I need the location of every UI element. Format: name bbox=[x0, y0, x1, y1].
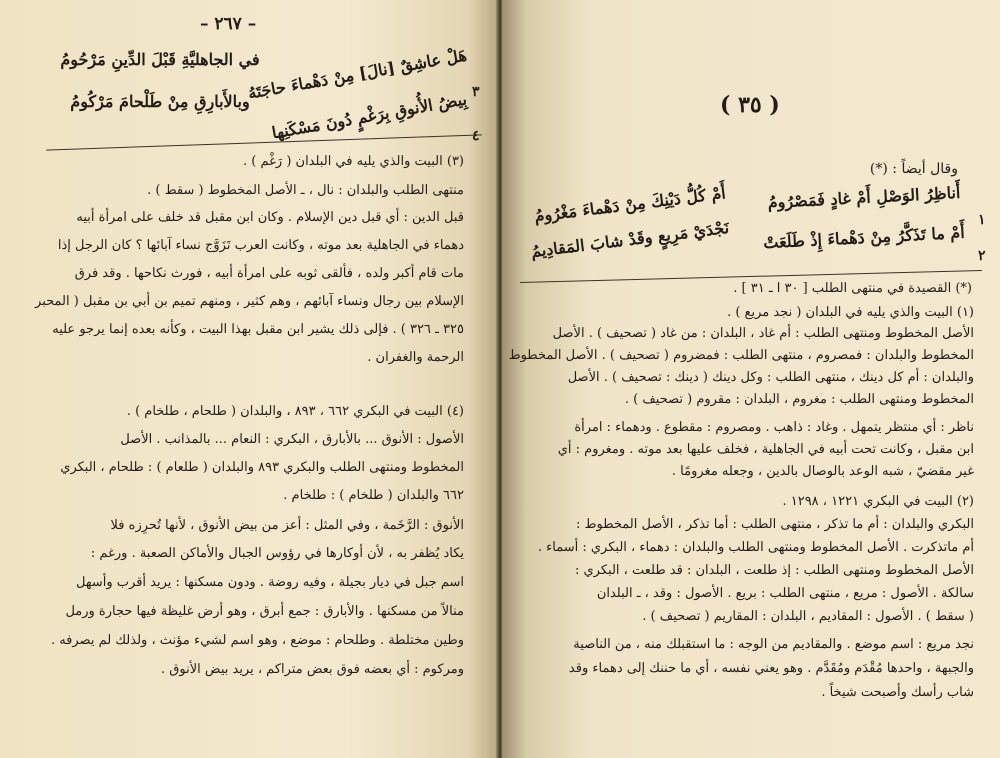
footnote-line: الرحمة والغفران . bbox=[367, 350, 464, 365]
verse-number: ٣ bbox=[472, 84, 480, 100]
verse-second-hemistich: في الجاهليَّةِ قَبْلَ الدِّينِ مَرْحُومُ bbox=[60, 50, 260, 69]
footnote-line: الأصل المخطوط ومنتهى الطلب : أم غاد ، البلدان : من غاد ( تصحيف ) . الأصل bbox=[552, 326, 974, 341]
footnote-line: ٦٦٢ والبلدان ( طلخام ) : طلخام . bbox=[283, 488, 464, 503]
footnote-divider bbox=[46, 134, 482, 150]
footnote-line: ناظر : أي منتظر يتمهل . وغاد : ذاهب . ومصروم : مقطوع . ودهماء : امرأة bbox=[574, 420, 974, 435]
footnote-line: منتهى الطلب والبلدان : نال ، ـ الأصل المخطوط ( سقط ) . bbox=[147, 183, 464, 198]
footnote-line: نجد مريع : اسم موضع . والمقاديم من الوجه : ما استقبلك منه ، من الناصية bbox=[573, 637, 974, 652]
verse-number: ٢ bbox=[978, 248, 986, 264]
page-number: – ٢٦٧ – bbox=[200, 14, 257, 34]
footnote-line: أم ماتذكرت . الأصل المخطوط ومنتهى الطلب والبلدان : دهماء ، البكري : أسماء . bbox=[537, 540, 974, 555]
verse-first-hemistich: هَلْ عاشِقٌ [نالَ] مِنْ دَهْماءَ حاجَتَهُ bbox=[246, 45, 469, 103]
footnote-line: الإسلام بين رجال ونساء آبائهم ، وهم كثير ، ومنهم تميم بن أبي بن مقبل ( المحبر bbox=[35, 294, 464, 309]
footnote-line: شاب رأسك وأصبحت شيخاً . bbox=[821, 685, 974, 700]
footnote-line: المخطوط ومنتهى الطلب والبكري ٨٩٣ والبلدان ( طلعام ) : طلحام ، البكري bbox=[60, 460, 464, 475]
footnote-line: والبلدان : أم كل دينك ، منتهى الطلب : وكل دينك ( دينك : تصحيف ) . الأصل bbox=[567, 370, 974, 385]
footnote-line: ابن مقبل ، وكانت تحت أبيه في الجاهلية ، فخلف عليها بعد موته . ومغروم : أي bbox=[557, 442, 974, 457]
footnote-line: دهماء في الجاهلية بعد موته ، وكانت العرب تَزَوَّج نساء آبائها ؟ كان الرجل إذا bbox=[57, 238, 464, 253]
footnote-line: الأنوق : الرَّخَمة ، وفي المثل : أعز من بيض الأنوق ، لأنها تُحرِزه فلا bbox=[110, 518, 464, 533]
poem-number: ( ٣٥ ) bbox=[720, 92, 780, 118]
footnote-line: (٢) البيت في البكري ١٢٢١ ، ١٢٩٨ . bbox=[782, 494, 974, 509]
footnote-line: اسم جبل في ديار بجيلة ، وفيه روضة . ودون مسكنها : يريد أقرب وأسهل bbox=[76, 575, 464, 590]
verse-second-hemistich: وبالأَبارِقِ مِنْ طَلْحامَ مَرْكُومُ bbox=[70, 92, 250, 111]
footnote-line: سالكة . الأصول : مريع ، منتهى الطلب : بريع . الأصول : وقد ، ـ البلدان bbox=[596, 586, 974, 601]
footnote-line: (٤) البيت في البكري ٦٦٢ ، ٨٩٣ ، والبلدان ( طلحام ، طلخام ) . bbox=[126, 404, 464, 419]
right-page bbox=[502, 0, 1000, 758]
footnote-line: قبل الدين : أي قبل دين الإسلام . وكان ابن مقبل قد خلف على امرأة أبيه bbox=[76, 210, 464, 225]
footnote-line: المخطوط والبلدان : فمصروم ، منتهى الطلب : فمضروم ( تصحيف ) . الأصل المخطوط bbox=[508, 348, 974, 363]
left-page bbox=[0, 0, 498, 758]
footnote-line: منالاً من مسكنها . والأبارق : جمع أبرق ، وهو أرض غليظة فيها حجارة ورمل bbox=[65, 604, 464, 619]
footnote-line: ( سقط ) . الأصول : المقاديم ، البلدان : المقاريم ( تصحيف ) . bbox=[642, 609, 974, 624]
verse-first-hemistich: أَناظِرُ الوَصْلِ أَمْ غادٍ فَمَصْرُومُ bbox=[767, 182, 961, 213]
verse-number: ١ bbox=[978, 212, 986, 228]
footnote-line: الأصول : الأنوق ... بالأبارق ، البكري : النعام ... بالمذانب . الأصل bbox=[120, 432, 464, 447]
footnote-line: الأصل المخطوط ومنتهى الطلب : إذ طلعت ، البلدان : قد طلعت ، البكري : bbox=[574, 563, 974, 578]
footnote-line: (*) القصيدة في منتهى الطلب [ ٣٠ ا ـ ٣١ ] . bbox=[733, 281, 972, 296]
footnote-line: والجبهة ، واحدها مُقْدَم ومُقَدَّم . وهو يعني نفسه ، أي ما حننك إلى دهماء وقد bbox=[568, 661, 974, 676]
footnote-line: (١) البيت والذي يليه في البلدان ( نجد مريع ) . bbox=[727, 305, 974, 320]
poem-intro: وقال أيضاً : (*) bbox=[869, 161, 958, 177]
verse-first-hemistich: أَمْ ما تَذَكَّرُ مِنْ دَهْماءَ إِذْ طَلَعَتْ bbox=[762, 222, 966, 253]
footnote-line: ٣٢٥ ـ ٣٢٦ ) . فإلى ذلك يشير ابن مقبل بهذا البيت ، وكأنه بعده إنما يرجو عليه bbox=[52, 322, 464, 337]
footnote-line: (٣) البيت والذي يليه في البلدان ( رَغْم ) . bbox=[242, 154, 464, 169]
footnote-line: ومركوم : أي بعضه فوق بعض متراكم ، يريد بيض الأنوق . bbox=[161, 662, 464, 677]
footnote-line: غير مقضيّ ، شبه الوعد بالوصال بالدين ، وجعله مغرومًا . bbox=[671, 464, 974, 479]
verse-second-hemistich: أَمْ كُلُّ دَيْنِكَ مِنْ دَهْماءَ مَغْرُومُ bbox=[533, 183, 727, 226]
footnote-line: مات قام أكبر ولده ، فألقى ثوبه على امرأة أبيه ، فورث نكاحها . وقد فرق bbox=[74, 266, 464, 281]
verse-number: ٤ bbox=[472, 128, 480, 144]
footnote-line: يكاد يُظفر به ، لأن أوكارها في رؤوس الجبال والأماكن الصعبة . ورغم : bbox=[90, 546, 464, 561]
verse-second-hemistich: نَجْدَيْ مَرِيعٍ وقَدْ شابَ المَقادِيمُ bbox=[529, 217, 731, 262]
footnote-line: وطين مختلطة . وطلحام : موضع ، وهو اسم لشيء مؤنث ، ولذلك لم يصرفه . bbox=[50, 633, 464, 648]
verse-first-hemistich: بِيضُ الأُنوقِ بِرَغْمٍ دُونَ مَسْكَنِها bbox=[270, 89, 469, 143]
footnote-line: المخطوط ومنتهى الطلب : مغروم ، البلدان : مقروم ( تصحيف ) . bbox=[624, 392, 974, 407]
footnote-line: البكري والبلدان : أم ما تذكر ، منتهى الطلب : أما تذكر ، الأصل المخطوط : bbox=[575, 517, 974, 532]
